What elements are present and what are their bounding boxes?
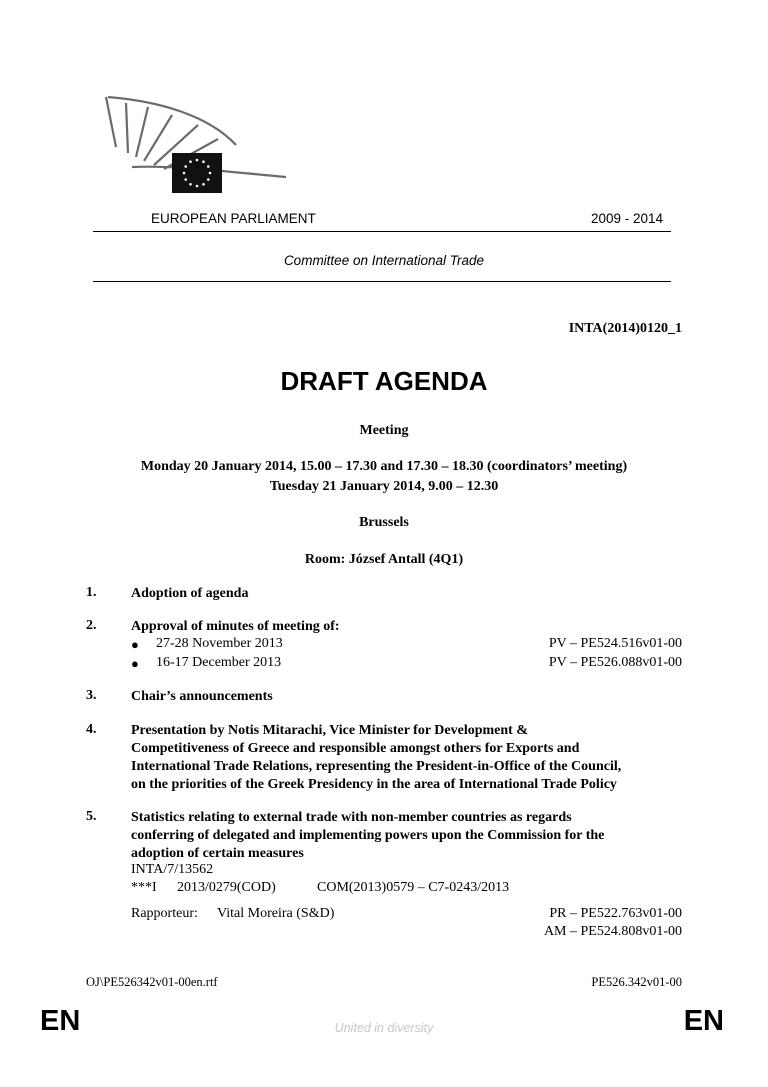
parliamentary-term: 2009 - 2014 — [590, 211, 663, 226]
bullet-icon: ● — [131, 637, 139, 652]
page-title: DRAFT AGENDA — [280, 366, 488, 396]
footer-motto: United in diversity — [334, 1021, 434, 1035]
agenda-item-title: Approval of minutes of meeting of: — [131, 619, 340, 634]
agenda-item-title-line: Competitiveness of Greece and responsible amongst others for Exports and — [131, 741, 580, 756]
meeting-dates-line-2: Tuesday 21 January 2014, 9.00 – 12.30 — [269, 479, 499, 494]
agenda-item-title-line: on the priorities of the Greek Presidency in the area of International Trade Policy — [131, 777, 617, 792]
agenda-item-number: 4. — [86, 722, 97, 737]
org-name: EUROPEAN PARLIAMENT — [151, 211, 316, 226]
meeting-place: Brussels — [359, 515, 409, 530]
agenda-item-title: Adoption of agenda — [131, 586, 249, 601]
agenda-item-title-line: conferring of delegated and implementing powers upon the Commission for the — [131, 828, 605, 843]
footer-pe-reference: PE526.342v01-00 — [591, 975, 682, 989]
agenda-item-title-line: adoption of certain measures — [131, 846, 304, 861]
commission-reference: COM(2013)0579 – C7-0243/2013 — [317, 880, 510, 895]
agenda-item-title-line: International Trade Relations, representing the President-in-Office of the Council, — [131, 759, 622, 774]
document-reference-am: AM – PE524.808v01-00 — [543, 924, 682, 939]
rapporteur-name: Vital Moreira (S&D) — [217, 906, 335, 921]
agenda-item-title: Chair’s announcements — [131, 689, 273, 704]
agenda-item-number: 3. — [86, 688, 97, 703]
language-code-left: EN — [40, 1005, 81, 1037]
footer-file-name: OJ\PE526342v01-00en.rtf — [86, 975, 218, 989]
meeting-dates-line-1: Monday 20 January 2014, 15.00 – 17.30 and 17.30 – 18.30 (coordinators’ meeting) — [140, 459, 628, 474]
procedure-code: INTA/7/13562 — [131, 862, 214, 877]
agenda-item-number: 5. — [86, 809, 97, 824]
rapporteur-label: Rapporteur: — [131, 906, 198, 921]
meeting-label: Meeting — [359, 423, 409, 438]
agenda-item-number: 1. — [86, 585, 97, 600]
document-reference: INTA(2014)0120_1 — [568, 321, 682, 336]
header-divider — [93, 231, 671, 232]
minutes-reference: PV – PE524.516v01-00 — [548, 636, 682, 651]
agenda-item-title-line: Presentation by Notis Mitarachi, Vice Minister for Development & — [131, 723, 528, 738]
minutes-date: 27-28 November 2013 — [156, 636, 283, 651]
agenda-item-number: 2. — [86, 618, 97, 633]
committee-name: Committee on International Trade — [283, 253, 485, 268]
language-code-right: EN — [683, 1005, 724, 1037]
header-divider — [93, 281, 671, 282]
minutes-date: 16-17 December 2013 — [156, 655, 282, 670]
procedure-type: ***I — [131, 880, 157, 895]
minutes-reference: PV – PE526.088v01-00 — [548, 655, 682, 670]
meeting-room: Room: József Antall (4Q1) — [304, 552, 464, 567]
agenda-item-title-line: Statistics relating to external trade with non-member countries as regards — [131, 810, 572, 825]
european-parliament-logo — [98, 95, 288, 199]
document-reference-pr: PR – PE522.763v01-00 — [549, 906, 682, 921]
procedure-reference: 2013/0279(COD) — [177, 880, 276, 895]
bullet-icon: ● — [131, 656, 139, 671]
